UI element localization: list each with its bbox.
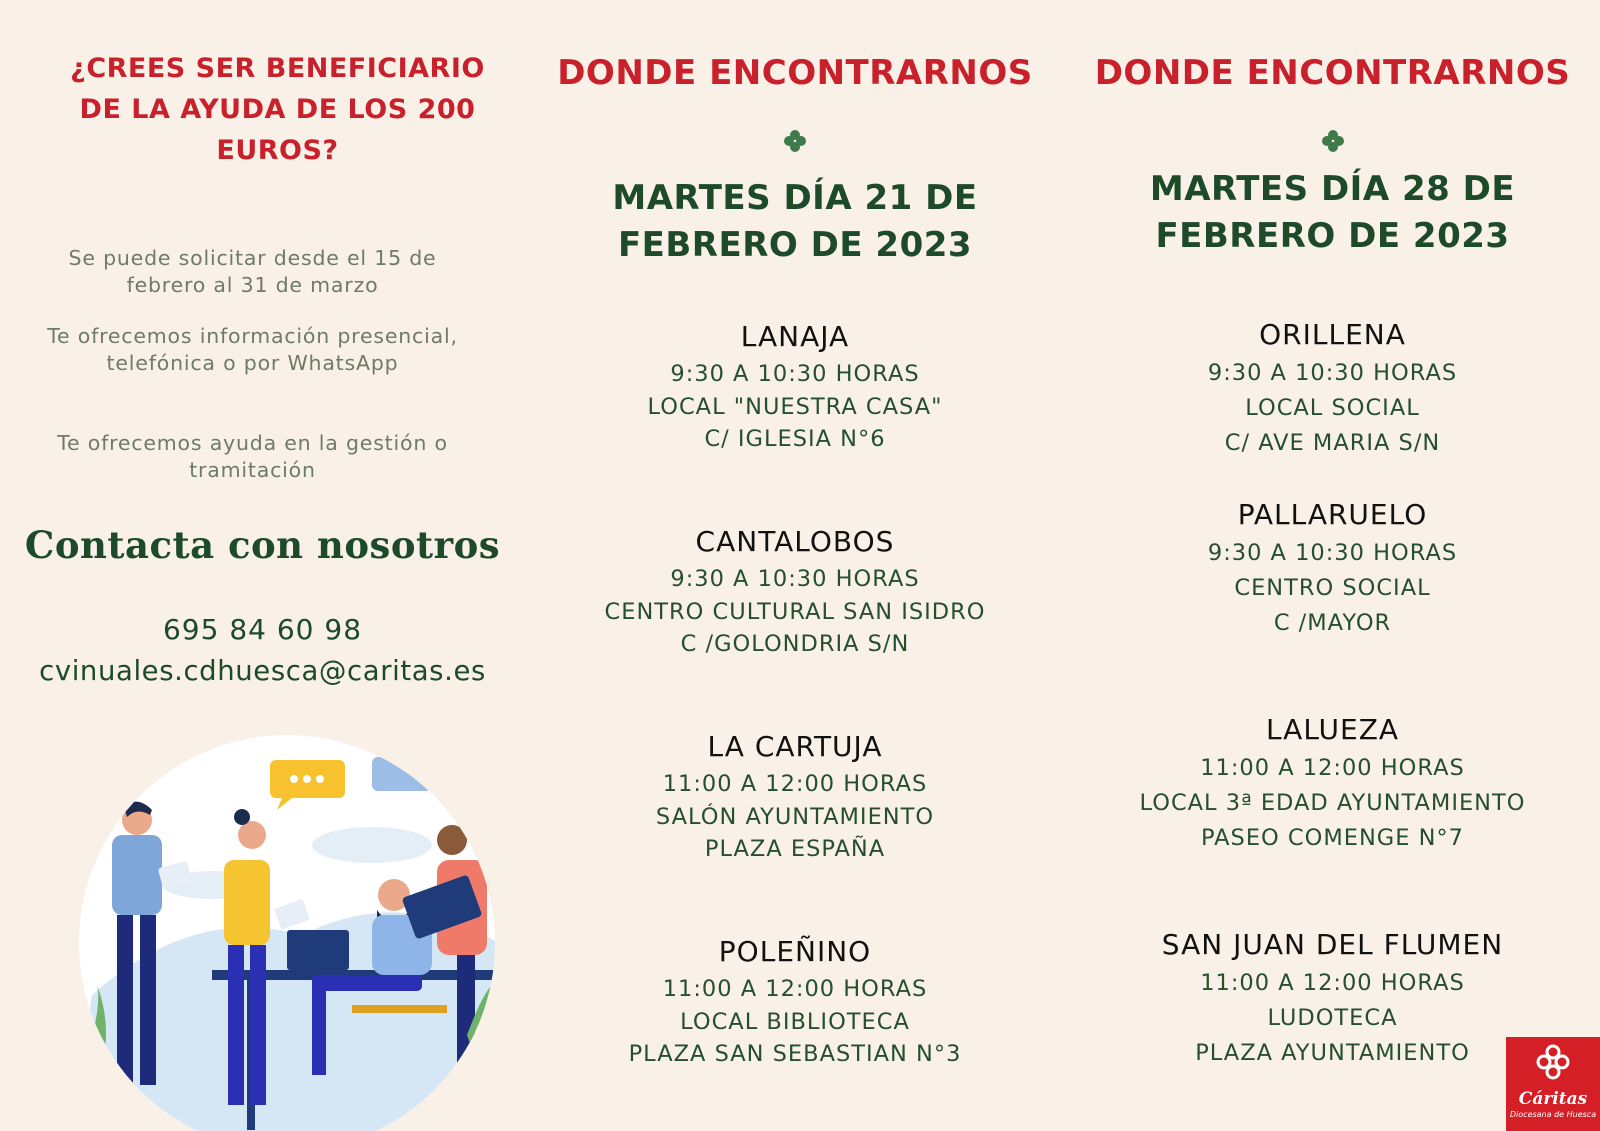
venue-name: CANTALOBOS — [695, 525, 895, 558]
date-heading: MARTES DÍA 28 DE FEBRERO DE 2023 — [1149, 169, 1516, 256]
venue-place: CENTRO SOCIAL — [1234, 575, 1431, 601]
phone-number: 695 84 60 98 — [162, 613, 363, 646]
venue-time: 11:00 A 12:00 HORAS — [662, 976, 928, 1002]
left-column — [0, 0, 505, 1131]
venue-time: 9:30 A 10:30 HORAS — [1207, 360, 1458, 386]
venue-place: LUDOTECA — [1267, 1005, 1398, 1031]
date-heading: MARTES DÍA 21 DE FEBRERO DE 2023 — [612, 178, 978, 265]
venue-time: 9:30 A 10:30 HORAS — [1207, 540, 1458, 566]
venue-place: SALÓN AYUNTAMIENTO — [655, 803, 935, 830]
where-heading: DONDE ENCONTRARNOS — [557, 53, 1033, 93]
venue-place: CENTRO CULTURAL SAN ISIDRO — [604, 598, 986, 625]
venue-address: C/ AVE MARIA S/N — [1224, 430, 1441, 456]
venue-address: C /GOLONDRIA S/N — [680, 631, 910, 657]
venue-time: 11:00 A 12:00 HORAS — [1200, 755, 1465, 781]
venue-block — [540, 935, 1050, 1071]
venue-block — [540, 320, 1050, 456]
venue-name: LALUEZA — [1265, 713, 1400, 746]
caritas-cross-icon — [1506, 1037, 1600, 1089]
venue-address: C /MAYOR — [1273, 610, 1392, 636]
venue-address: PLAZA ESPAÑA — [704, 836, 886, 862]
venue-block — [1075, 713, 1590, 856]
venue-block — [1075, 318, 1590, 461]
venue-block — [540, 730, 1050, 866]
venue-name: PALLARUELO — [1237, 498, 1428, 531]
clover-icon — [782, 128, 808, 154]
caritas-logo — [1506, 1037, 1600, 1131]
venue-time: 11:00 A 12:00 HORAS — [1200, 970, 1465, 996]
venue-block — [540, 525, 1050, 661]
venue-place: LOCAL BIBLIOTECA — [680, 1008, 910, 1035]
clover-icon — [1320, 128, 1346, 154]
venue-time: 9:30 A 10:30 HORAS — [670, 566, 920, 592]
venue-place: LOCAL 3ª EDAD AYUNTAMIENTO — [1139, 790, 1526, 816]
people-working-illustration — [72, 735, 502, 1131]
venue-address: PASEO COMENGE N°7 — [1201, 825, 1464, 851]
venue-name: ORILLENA — [1259, 318, 1406, 351]
venue-address: C/ IGLESIA N°6 — [704, 426, 886, 452]
venue-address: PLAZA SAN SEBASTIAN N°3 — [628, 1041, 962, 1067]
info-channels: Te ofrecemos información presencial, telefónica o por WhatsApp — [47, 324, 458, 375]
venue-place: LOCAL "NUESTRA CASA" — [647, 393, 943, 420]
venue-name: LA CARTUJA — [707, 730, 883, 763]
venue-address: PLAZA AYUNTAMIENTO — [1195, 1040, 1470, 1066]
logo-name: Cáritas — [1518, 1089, 1588, 1109]
info-help: Te ofrecemos ayuda en la gestión o tramitación — [57, 431, 448, 482]
venue-time: 9:30 A 10:30 HORAS — [670, 361, 920, 387]
logo-subtitle: Diocesana de Huesca — [1509, 1110, 1597, 1119]
contact-heading: Contacta con nosotros — [24, 523, 501, 567]
venue-time: 11:00 A 12:00 HORAS — [662, 771, 928, 797]
venue-place: LOCAL SOCIAL — [1245, 395, 1420, 421]
question-title: ¿CREES SER BENEFICIARIO DE LA AYUDA DE LOS 200 EUROS? — [70, 53, 485, 166]
middle-column — [540, 0, 1050, 1131]
where-heading: DONDE ENCONTRARNOS — [1094, 53, 1571, 93]
email-address: cvinuales.cdhuesca@caritas.es — [39, 655, 486, 687]
venue-name: POLEÑINO — [718, 935, 872, 968]
right-column — [1075, 0, 1590, 1131]
venue-name: SAN JUAN DEL FLUMEN — [1161, 928, 1504, 961]
venue-name: LANAJA — [740, 320, 850, 353]
info-dates: Se puede solicitar desde el 15 de febrero al 31 de marzo — [68, 246, 437, 297]
venue-block — [1075, 498, 1590, 641]
